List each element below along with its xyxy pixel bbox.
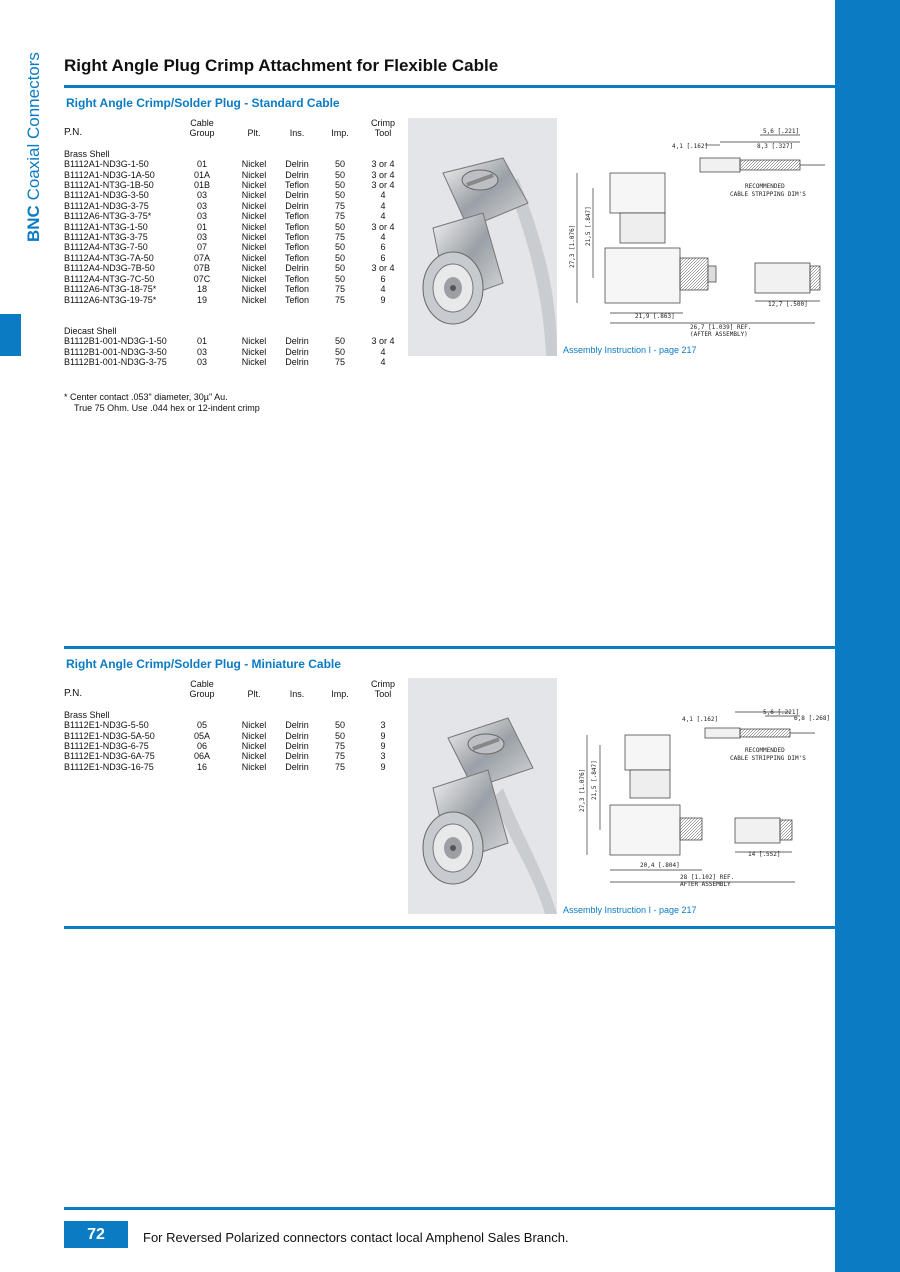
cable-group-cell: 03 bbox=[196, 211, 207, 222]
dim-label: 27,3 [1.076] bbox=[569, 224, 576, 268]
cable-group-cell: 19 bbox=[196, 294, 207, 305]
impedance-cell: 75 bbox=[334, 751, 345, 762]
dim-note: RECOMMENDED bbox=[745, 183, 785, 190]
header-pn: P.N. bbox=[64, 688, 83, 700]
table-row bbox=[64, 751, 400, 761]
part-number-cell: B1112A1-NT3G-1B-50 bbox=[64, 180, 154, 191]
crimp-tool-cell: 4 bbox=[380, 284, 386, 295]
insulation-cell: Delrin bbox=[285, 200, 309, 211]
header-tool: Tool bbox=[374, 689, 392, 700]
cable-group-cell: 03 bbox=[196, 357, 207, 368]
dim-label: (AFTER ASSEMBLY) bbox=[690, 331, 748, 338]
plating-cell: Nickel bbox=[241, 720, 267, 731]
part-number-cell: B1112A1-ND3G-1-50 bbox=[64, 159, 149, 170]
part-number-cell: B1112A1-NT3G-3-75 bbox=[64, 232, 148, 243]
brass-shell-label: Brass Shell bbox=[64, 148, 110, 159]
standard-dimension-diagram bbox=[560, 118, 835, 348]
cable-group-cell: 03 bbox=[196, 346, 207, 357]
miniature-dimension-diagram bbox=[570, 700, 835, 895]
part-number-cell: B1112B1-001-ND3G-1-50 bbox=[64, 336, 167, 347]
plating-cell: Nickel bbox=[241, 336, 267, 347]
plating-cell: Nickel bbox=[241, 761, 267, 772]
insulation-cell: Teflon bbox=[284, 284, 310, 295]
insulation-cell: Teflon bbox=[284, 211, 310, 222]
crimp-tool-cell: 6 bbox=[380, 273, 386, 284]
dim-label: 6,8 [.268] bbox=[794, 715, 831, 722]
cable-group-cell: 07C bbox=[193, 273, 211, 284]
brass-shell-label: Brass Shell bbox=[64, 709, 110, 720]
crimp-tool-cell: 3 or 4 bbox=[371, 169, 395, 180]
footnote-line-1: * Center contact .053" diameter, 30µ" Au. bbox=[64, 392, 228, 402]
dim-note: CABLE STRIPPING DIM'S bbox=[730, 755, 806, 762]
dim-label: 21,9 [.863] bbox=[635, 313, 675, 320]
impedance-cell: 75 bbox=[334, 294, 345, 305]
impedance-cell: 50 bbox=[334, 180, 345, 191]
impedance-cell: 75 bbox=[334, 284, 345, 295]
table-row bbox=[64, 211, 400, 221]
part-number-cell: B1112E1-ND3G-5A-50 bbox=[64, 730, 155, 741]
plating-cell: Nickel bbox=[241, 180, 267, 191]
table-row bbox=[64, 159, 400, 169]
part-number-cell: B1112E1-ND3G-16-75 bbox=[64, 761, 154, 772]
plating-cell: Nickel bbox=[241, 294, 267, 305]
table-row bbox=[64, 720, 400, 730]
crimp-tool-cell: 3 bbox=[380, 720, 386, 731]
insulation-cell: Teflon bbox=[284, 273, 310, 284]
dim-label: 5,6 [.221] bbox=[763, 709, 800, 716]
crimp-tool-cell: 4 bbox=[380, 200, 386, 211]
dim-label: 4,1 [.162] bbox=[672, 143, 709, 150]
header-cable: Cable bbox=[190, 679, 214, 689]
title-divider bbox=[64, 85, 835, 88]
insulation-cell: Teflon bbox=[284, 221, 310, 232]
crimp-tool-cell: 4 bbox=[380, 211, 386, 222]
brass-shell-label-row bbox=[64, 149, 400, 159]
dim-label: 28 [1.102] REF. bbox=[680, 874, 735, 881]
table-row bbox=[64, 190, 400, 200]
impedance-cell: 50 bbox=[334, 336, 345, 347]
insulation-cell: Delrin bbox=[285, 761, 309, 772]
right-color-bar bbox=[835, 0, 900, 1272]
crimp-tool-cell: 3 or 4 bbox=[371, 180, 395, 191]
header-group: Group bbox=[189, 128, 215, 139]
header-crimp: Crimp bbox=[371, 118, 395, 128]
table-row bbox=[64, 263, 400, 273]
cable-group-cell: 01A bbox=[193, 169, 210, 180]
impedance-cell: 50 bbox=[334, 346, 345, 357]
dim-label: 8,3 [.327] bbox=[757, 143, 794, 150]
insulation-cell: Delrin bbox=[285, 159, 309, 170]
miniature-connector-photo bbox=[408, 678, 557, 914]
plating-cell: Nickel bbox=[241, 169, 267, 180]
insulation-cell: Delrin bbox=[285, 751, 309, 762]
footer-divider bbox=[64, 1207, 835, 1210]
dim-label: 14 [.552] bbox=[748, 851, 781, 858]
crimp-tool-cell: 3 or 4 bbox=[371, 159, 395, 170]
plating-cell: Nickel bbox=[241, 242, 267, 253]
plating-cell: Nickel bbox=[241, 200, 267, 211]
insulation-cell: Teflon bbox=[284, 294, 310, 305]
cable-group-cell: 03 bbox=[196, 200, 207, 211]
insulation-cell: Delrin bbox=[285, 357, 309, 368]
diecast-shell-label: Diecast Shell bbox=[64, 325, 117, 336]
dim-label: 20,4 [.804] bbox=[640, 862, 680, 869]
dim-label: 5,6 [.221] bbox=[763, 128, 800, 135]
table-header-row-1 bbox=[64, 118, 400, 128]
crimp-tool-cell: 3 or 4 bbox=[371, 263, 395, 274]
table-header-row-2 bbox=[64, 689, 400, 699]
impedance-cell: 75 bbox=[334, 741, 345, 752]
part-number-cell: B1112A4-NT3G-7A-50 bbox=[64, 252, 154, 263]
part-number-cell: B1112A1-NT3G-1-50 bbox=[64, 221, 148, 232]
part-number-cell: B1112A6-NT3G-19-75* bbox=[64, 294, 157, 305]
crimp-tool-cell: 3 bbox=[380, 751, 386, 762]
plating-cell: Nickel bbox=[241, 211, 267, 222]
insulation-cell: Delrin bbox=[285, 263, 309, 274]
impedance-cell: 50 bbox=[334, 730, 345, 741]
insulation-cell: Delrin bbox=[285, 720, 309, 731]
table-row bbox=[64, 253, 400, 263]
impedance-cell: 50 bbox=[334, 159, 345, 170]
table-row bbox=[64, 274, 400, 284]
insulation-cell: Teflon bbox=[284, 242, 310, 253]
part-number-cell: B1112A1-ND3G-1A-50 bbox=[64, 169, 155, 180]
crimp-tool-cell: 3 or 4 bbox=[371, 336, 395, 347]
section-divider bbox=[64, 926, 835, 929]
crimp-tool-cell: 6 bbox=[380, 252, 386, 263]
header-imp: Imp. bbox=[331, 689, 349, 700]
side-section-label bbox=[24, 52, 44, 242]
dim-label: 27,3 [1.076] bbox=[579, 768, 586, 812]
impedance-cell: 50 bbox=[334, 190, 345, 201]
dim-label: 26,7 [1.039] REF. bbox=[690, 324, 752, 331]
miniature-section-title: Right Angle Crimp/Solder Plug - Miniature Cable bbox=[66, 657, 341, 671]
impedance-cell: 50 bbox=[334, 273, 345, 284]
table-row bbox=[64, 731, 400, 741]
table-row bbox=[64, 222, 400, 232]
dim-note: RECOMMENDED bbox=[745, 747, 785, 754]
part-number-cell: B1112A1-ND3G-3-50 bbox=[64, 190, 149, 201]
plating-cell: Nickel bbox=[241, 741, 267, 752]
cable-group-cell: 07B bbox=[193, 263, 210, 274]
part-number-cell: B1112B1-001-ND3G-3-75 bbox=[64, 357, 167, 368]
table-row bbox=[64, 357, 400, 367]
part-number-cell: B1112A1-ND3G-3-75 bbox=[64, 200, 149, 211]
insulation-cell: Delrin bbox=[285, 336, 309, 347]
dim-label: 4,1 [.162] bbox=[682, 716, 719, 723]
plating-cell: Nickel bbox=[241, 284, 267, 295]
page-title: Right Angle Plug Crimp Attachment for Flexible Cable bbox=[64, 56, 499, 75]
impedance-cell: 75 bbox=[334, 232, 345, 243]
cable-group-cell: 18 bbox=[196, 284, 207, 295]
plating-cell: Nickel bbox=[241, 263, 267, 274]
plating-cell: Nickel bbox=[241, 273, 267, 284]
part-number-cell: B1112E1-ND3G-6-75 bbox=[64, 741, 149, 752]
insulation-cell: Teflon bbox=[284, 232, 310, 243]
table-row bbox=[64, 741, 400, 751]
cable-group-cell: 01 bbox=[196, 336, 207, 347]
insulation-cell: Teflon bbox=[284, 180, 310, 191]
page-number: 72 bbox=[64, 1221, 128, 1248]
header-plt: Plt. bbox=[247, 128, 261, 139]
cable-group-cell: 01B bbox=[193, 180, 210, 191]
table-row bbox=[64, 201, 400, 211]
impedance-cell: 75 bbox=[334, 761, 345, 772]
table-row bbox=[64, 180, 400, 190]
crimp-tool-cell: 6 bbox=[380, 242, 386, 253]
table-row bbox=[64, 170, 400, 180]
footnote bbox=[64, 392, 260, 414]
cable-group-cell: 05A bbox=[193, 730, 210, 741]
table-header-row-1 bbox=[64, 679, 400, 689]
header-ins: Ins. bbox=[289, 128, 305, 139]
standard-assembly-link[interactable]: Assembly Instruction I - page 217 bbox=[563, 345, 697, 355]
part-number-cell: B1112A6-NT3G-3-75* bbox=[64, 211, 152, 222]
miniature-parts-table bbox=[64, 679, 400, 772]
impedance-cell: 50 bbox=[334, 242, 345, 253]
plating-cell: Nickel bbox=[241, 190, 267, 201]
part-number-cell: B1112B1-001-ND3G-3-50 bbox=[64, 346, 167, 357]
impedance-cell: 75 bbox=[334, 211, 345, 222]
impedance-cell: 50 bbox=[334, 169, 345, 180]
insulation-cell: Delrin bbox=[285, 169, 309, 180]
side-label-rest: Coaxial Connectors bbox=[24, 52, 43, 206]
plating-cell: Nickel bbox=[241, 357, 267, 368]
cable-group-cell: 16 bbox=[196, 761, 207, 772]
crimp-tool-cell: 3 or 4 bbox=[371, 221, 395, 232]
header-crimp: Crimp bbox=[371, 679, 395, 689]
standard-connector-photo bbox=[408, 118, 557, 356]
crimp-tool-cell: 4 bbox=[380, 346, 386, 357]
header-imp: Imp. bbox=[331, 128, 349, 139]
insulation-cell: Teflon bbox=[284, 252, 310, 263]
miniature-assembly-link[interactable]: Assembly Instruction I - page 217 bbox=[563, 905, 697, 915]
side-label-bold: BNC bbox=[24, 205, 43, 242]
crimp-tool-cell: 9 bbox=[380, 294, 386, 305]
header-ins: Ins. bbox=[289, 689, 305, 700]
table-row bbox=[64, 295, 400, 305]
crimp-tool-cell: 4 bbox=[380, 232, 386, 243]
plating-cell: Nickel bbox=[241, 221, 267, 232]
brass-shell-label-row bbox=[64, 710, 400, 720]
standard-section-title: Right Angle Crimp/Solder Plug - Standard Cable bbox=[66, 96, 340, 110]
insulation-cell: Delrin bbox=[285, 190, 309, 201]
section-tab-marker bbox=[0, 314, 21, 356]
cable-group-cell: 05 bbox=[196, 720, 207, 731]
cable-group-cell: 01 bbox=[196, 221, 207, 232]
table-row bbox=[64, 242, 400, 252]
crimp-tool-cell: 4 bbox=[380, 190, 386, 201]
part-number-cell: B1112E1-ND3G-6A-75 bbox=[64, 751, 155, 762]
cable-group-cell: 01 bbox=[196, 159, 207, 170]
footer-note: For Reversed Polarized connectors contact local Amphenol Sales Branch. bbox=[143, 1230, 569, 1245]
table-row bbox=[64, 762, 400, 772]
cable-group-cell: 03 bbox=[196, 232, 207, 243]
dim-label: 12,7 [.500] bbox=[768, 301, 808, 308]
part-number-cell: B1112E1-ND3G-5-50 bbox=[64, 720, 149, 731]
cable-group-cell: 06A bbox=[193, 751, 210, 762]
header-plt: Plt. bbox=[247, 689, 261, 700]
crimp-tool-cell: 9 bbox=[380, 761, 386, 772]
section-divider bbox=[64, 646, 835, 649]
crimp-tool-cell: 9 bbox=[380, 741, 386, 752]
dim-note: CABLE STRIPPING DIM'S bbox=[730, 191, 806, 198]
table-row bbox=[64, 284, 400, 294]
footnote-line-2: True 75 Ohm. Use .044 hex or 12-indent crimp bbox=[74, 403, 260, 413]
table-row bbox=[64, 347, 400, 357]
diecast-shell-label-row bbox=[64, 326, 400, 336]
plating-cell: Nickel bbox=[241, 232, 267, 243]
part-number-cell: B1112A4-ND3G-7B-50 bbox=[64, 263, 155, 274]
part-number-cell: B1112A4-NT3G-7C-50 bbox=[64, 273, 155, 284]
table-header-row-2 bbox=[64, 128, 400, 138]
dim-label: 21,5 [.847] bbox=[585, 206, 592, 246]
header-pn: P.N. bbox=[64, 127, 83, 139]
crimp-tool-cell: 9 bbox=[380, 730, 386, 741]
impedance-cell: 50 bbox=[334, 252, 345, 263]
table-row bbox=[64, 336, 400, 346]
standard-parts-table bbox=[64, 118, 400, 368]
impedance-cell: 50 bbox=[334, 720, 345, 731]
dim-label: 21,5 [.847] bbox=[591, 760, 598, 800]
impedance-cell: 75 bbox=[334, 357, 345, 368]
insulation-cell: Delrin bbox=[285, 346, 309, 357]
insulation-cell: Delrin bbox=[285, 741, 309, 752]
cable-group-cell: 03 bbox=[196, 190, 207, 201]
plating-cell: Nickel bbox=[241, 730, 267, 741]
crimp-tool-cell: 4 bbox=[380, 357, 386, 368]
part-number-cell: B1112A4-NT3G-7-50 bbox=[64, 242, 148, 253]
cable-group-cell: 07 bbox=[196, 242, 207, 253]
header-tool: Tool bbox=[374, 128, 392, 139]
cable-group-cell: 06 bbox=[196, 741, 207, 752]
header-cable: Cable bbox=[190, 118, 214, 128]
insulation-cell: Delrin bbox=[285, 730, 309, 741]
plating-cell: Nickel bbox=[241, 346, 267, 357]
part-number-cell: B1112A6-NT3G-18-75* bbox=[64, 284, 157, 295]
table-row bbox=[64, 232, 400, 242]
impedance-cell: 50 bbox=[334, 221, 345, 232]
header-group: Group bbox=[189, 689, 215, 700]
plating-cell: Nickel bbox=[241, 252, 267, 263]
dim-label: AFTER ASSEMBLY bbox=[680, 881, 731, 888]
impedance-cell: 50 bbox=[334, 263, 345, 274]
cable-group-cell: 07A bbox=[193, 252, 210, 263]
plating-cell: Nickel bbox=[241, 159, 267, 170]
impedance-cell: 75 bbox=[334, 200, 345, 211]
plating-cell: Nickel bbox=[241, 751, 267, 762]
